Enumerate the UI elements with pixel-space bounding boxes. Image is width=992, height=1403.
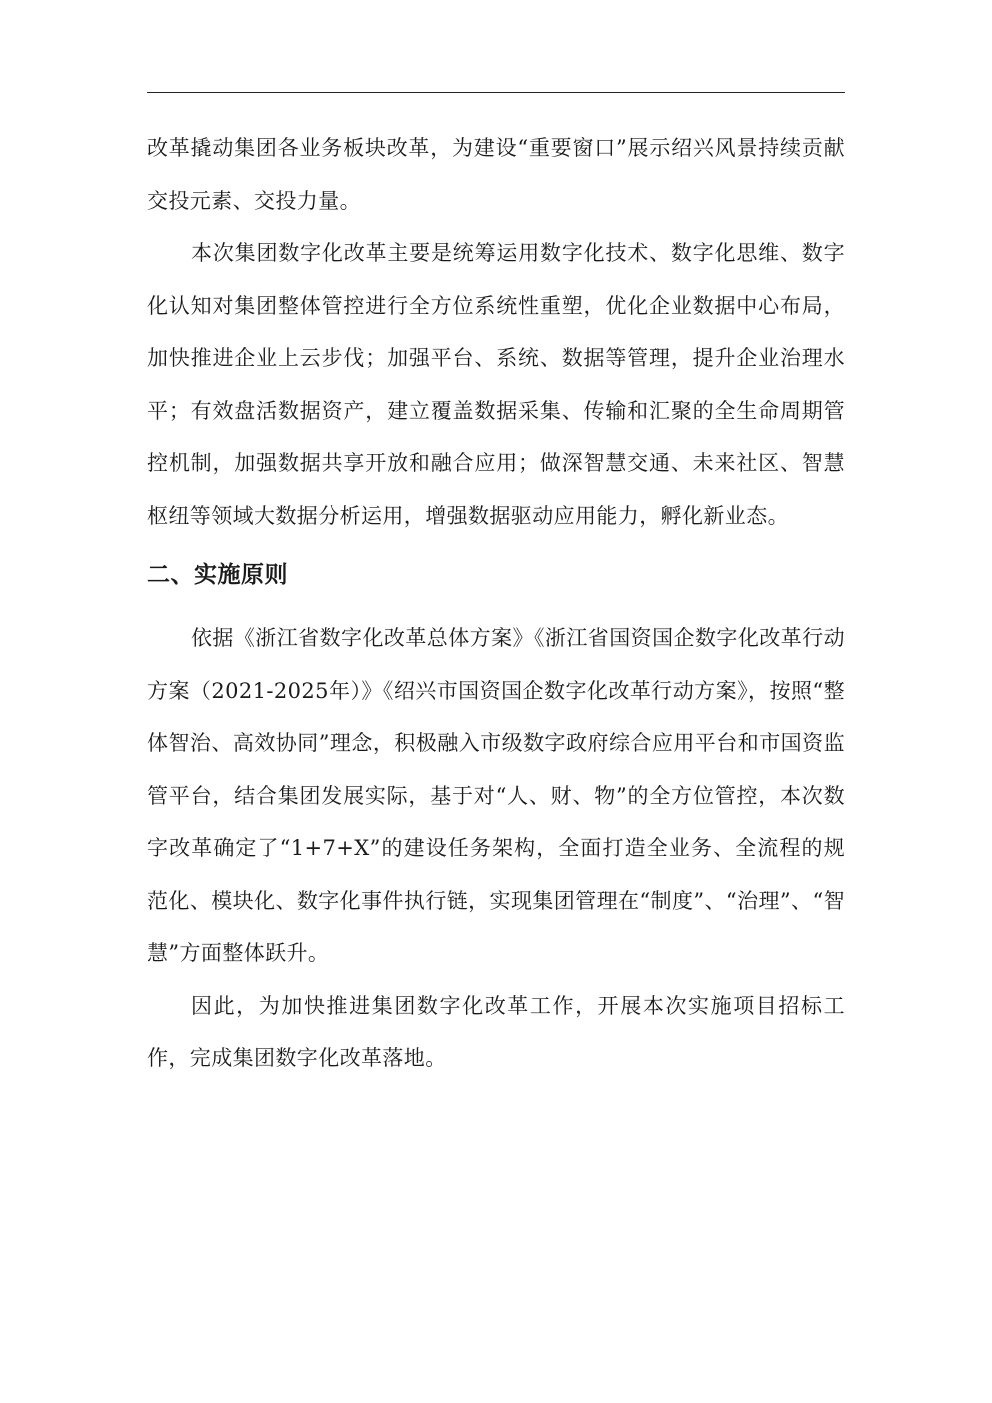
header-rule	[147, 92, 845, 93]
paragraph-continuation: 改革撬动集团各业务板块改革，为建设“重要窗口”展示绍兴风景持续贡献交投元素、交投力量。	[147, 136, 845, 213]
paragraph-implementation-basis: 依据《浙江省数字化改革总体方案》《浙江省国资国企数字化改革行动方案（2021-2025年）》《绍兴市国资国企数字化改革行动方案》，按照“整体智治、高效协同”理念，积极融入市级数字政府综合应用平台和市国资监管平台，结合集团发展实际，基于对“人、财、物”的全方位管控，本次数字改革确定了“1+7+X”的建设任务架构，全面打造全业务、全流程的规范化、模块化、数字化事件执行链，实现集团管理在“制度”、“治理”、“智慧”方面整体跃升。	[147, 626, 845, 965]
document-body	[147, 122, 845, 1085]
paragraph-digital-reform-overview: 本次集团数字化改革主要是统筹运用数字化技术、数字化思维、数字化认知对集团整体管控进行全方位系统性重塑，优化企业数据中心布局，加快推进企业上云步伐；加强平台、系统、数据等管理，提升企业治理水平；有效盘活数据资产，建立覆盖数据采集、传输和汇聚的全生命周期管控机制，加强数据共享开放和融合应用；做深智慧交通、未来社区、智慧枢纽等领域大数据分析运用，增强数据驱动应用能力，孵化新业态。	[147, 241, 845, 528]
section-heading: 二、实施原则	[147, 562, 288, 588]
paragraph-conclusion: 因此，为加快推进集团数字化改革工作，开展本次实施项目招标工作，完成集团数字化改革落地。	[147, 993, 845, 1070]
